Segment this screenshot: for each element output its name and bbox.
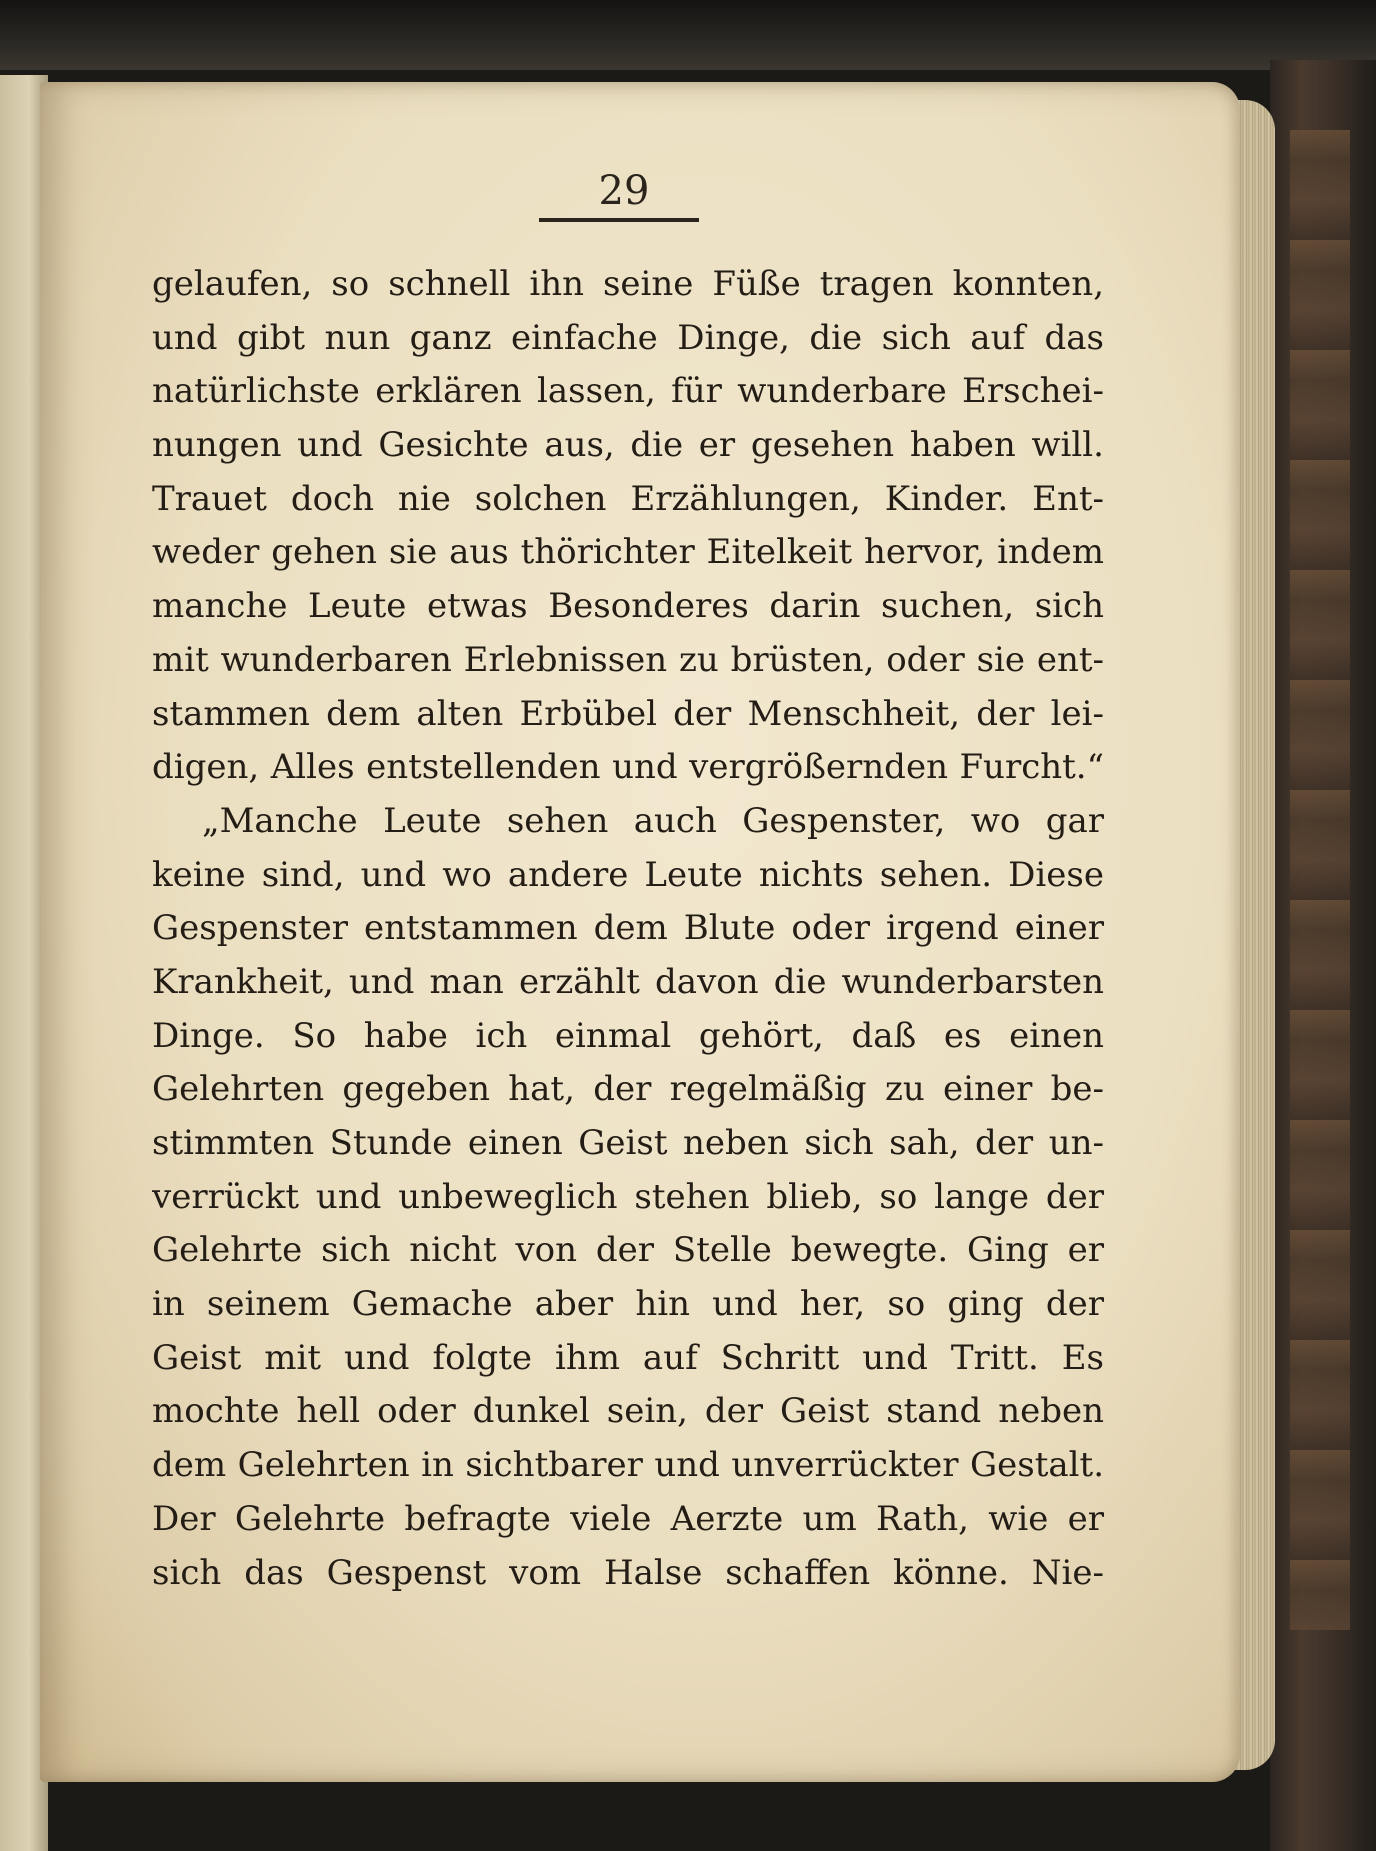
- text-line: mochte hell oder dunkel sein, der Geist stand neben: [152, 1391, 1104, 1432]
- text-line: „Manche Leute sehen auch Gespenster, wo gar: [202, 800, 1104, 841]
- text-line: stammen dem alten Erbübel der Menschheit, der lei-: [152, 693, 1104, 734]
- text-line: Gelehrte sich nicht von der Stelle bewegte. Ging er: [152, 1230, 1104, 1271]
- page-edges: [1235, 100, 1275, 1770]
- text-line: mit wunderbaren Erlebnissen zu brüsten, oder sie ent-: [152, 639, 1104, 680]
- text-line: Gelehrten gegeben hat, der regelmäßig zu einer be-: [152, 1069, 1104, 1110]
- header-rule: [539, 218, 699, 222]
- text-line: keine sind, und wo andere Leute nichts sehen. Diese: [152, 854, 1104, 895]
- text-line: natürlichste erklären lassen, für wunderbare Erschei-: [152, 371, 1104, 412]
- text-line: nungen und Gesichte aus, die er gesehen haben will.: [152, 425, 1104, 466]
- text-line: Geist mit und folgte ihm auf Schritt und Tritt. Es: [152, 1337, 1104, 1378]
- text-line: gelaufen, so schnell ihn seine Füße tragen konnten,: [152, 264, 1104, 304]
- text-line: weder gehen sie aus thörichter Eitelkeit hervor, indem: [152, 532, 1104, 573]
- text-line: Dinge. So habe ich einmal gehört, daß es einen: [152, 1015, 1104, 1056]
- text-line: digen, Alles entstellenden und vergrößernden Furcht.“: [152, 747, 1104, 788]
- page-number: 29: [598, 168, 650, 214]
- text-line: in seinem Gemache aber hin und her, so ging der: [152, 1284, 1104, 1325]
- text-line: manche Leute etwas Besonderes darin suchen, sich: [152, 586, 1104, 627]
- text-line: Krankheit, und man erzählt davon die wunderbarsten: [152, 961, 1104, 1002]
- text-line: sich das Gespenst vom Halse schaffen könne. Nie-: [152, 1552, 1104, 1593]
- text-line: verrückt und unbeweglich stehen blieb, so lange der: [152, 1176, 1104, 1217]
- book-cover-leather: [1290, 130, 1350, 1630]
- text-line: Trauet doch nie solchen Erzählungen, Kinder. Ent-: [152, 478, 1104, 519]
- page-text: [152, 258, 1104, 1600]
- text-line: dem Gelehrten in sichtbarer und unverrückter Gestalt.: [152, 1445, 1104, 1486]
- text-line: stimmten Stunde einen Geist neben sich sah, der un-: [152, 1123, 1104, 1163]
- text-line: und gibt nun ganz einfache Dinge, die sich auf das: [152, 317, 1104, 358]
- text-line: Gespenster entstammen dem Blute oder irgend einer: [152, 908, 1104, 949]
- text-line: Der Gelehrte befragte viele Aerzte um Rath, wie er: [152, 1498, 1104, 1539]
- book-cover-top: [0, 0, 1376, 70]
